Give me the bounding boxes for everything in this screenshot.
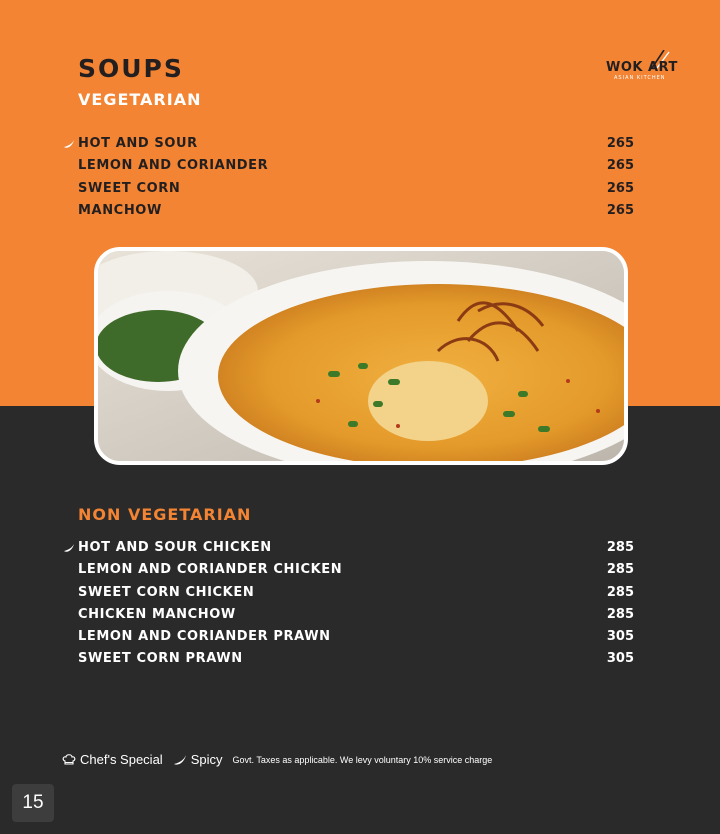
menu-item xyxy=(78,136,634,158)
menu-item-name: SWEET CORN CHICKEN xyxy=(78,584,255,600)
spicy-label: Spicy xyxy=(190,752,223,767)
non-vegetarian-menu-list xyxy=(78,540,634,674)
menu-item xyxy=(78,158,634,180)
chefs-special-label: Chef's Special xyxy=(80,752,163,767)
menu-item-price: 265 xyxy=(606,202,634,218)
menu-item-name: LEMON AND CORIANDER xyxy=(78,158,269,174)
menu-item-name: SWEET CORN PRAWN xyxy=(78,651,243,667)
menu-item-price: 265 xyxy=(606,158,634,174)
menu-item xyxy=(78,585,634,607)
menu-item-name: LEMON AND CORIANDER CHICKEN xyxy=(78,562,343,578)
menu-item-name: HOT AND SOUR CHICKEN xyxy=(78,540,272,555)
menu-item xyxy=(78,651,634,673)
menu-item-price: 285 xyxy=(606,540,634,555)
menu-item-name: LEMON AND CORIANDER PRAWN xyxy=(78,629,331,645)
chili-icon xyxy=(173,753,187,767)
menu-item-price: 265 xyxy=(606,180,634,196)
chef-hat-icon xyxy=(62,753,76,767)
menu-item-name: SWEET CORN xyxy=(78,180,181,196)
menu-item-price: 285 xyxy=(606,606,634,622)
menu-item-price: 285 xyxy=(606,562,634,578)
chili-icon xyxy=(63,542,75,554)
menu-item xyxy=(78,540,634,562)
page-number: 15 xyxy=(12,784,54,822)
non-vegetarian-heading: NON VEGETARIAN xyxy=(78,505,252,524)
menu-item-price: 305 xyxy=(606,629,634,645)
logo-tagline: ASIAN KITCHEN xyxy=(614,75,666,81)
soup-photo xyxy=(94,247,628,465)
menu-item xyxy=(78,562,634,584)
menu-item-name: MANCHOW xyxy=(78,202,162,218)
logo-wordmark: WOK ART xyxy=(606,60,678,75)
menu-item-name: CHICKEN MANCHOW xyxy=(78,606,236,622)
menu-item-price: 265 xyxy=(606,136,634,151)
menu-legend xyxy=(62,752,492,767)
vegetarian-heading: VEGETARIAN xyxy=(78,90,202,109)
tax-note: Govt. Taxes as applicable. We levy voluntary 10% service charge xyxy=(232,754,493,765)
menu-item xyxy=(78,607,634,629)
wokart-logo xyxy=(600,50,680,82)
page-title: SOUPS xyxy=(78,54,184,83)
vegetarian-menu-list xyxy=(78,136,634,225)
menu-item xyxy=(78,203,634,225)
menu-item-price: 285 xyxy=(606,584,634,600)
menu-item-price: 305 xyxy=(606,651,634,667)
menu-item xyxy=(78,181,634,203)
menu-item xyxy=(78,629,634,651)
menu-item-name: HOT AND SOUR xyxy=(78,136,198,151)
chili-icon xyxy=(63,138,75,150)
